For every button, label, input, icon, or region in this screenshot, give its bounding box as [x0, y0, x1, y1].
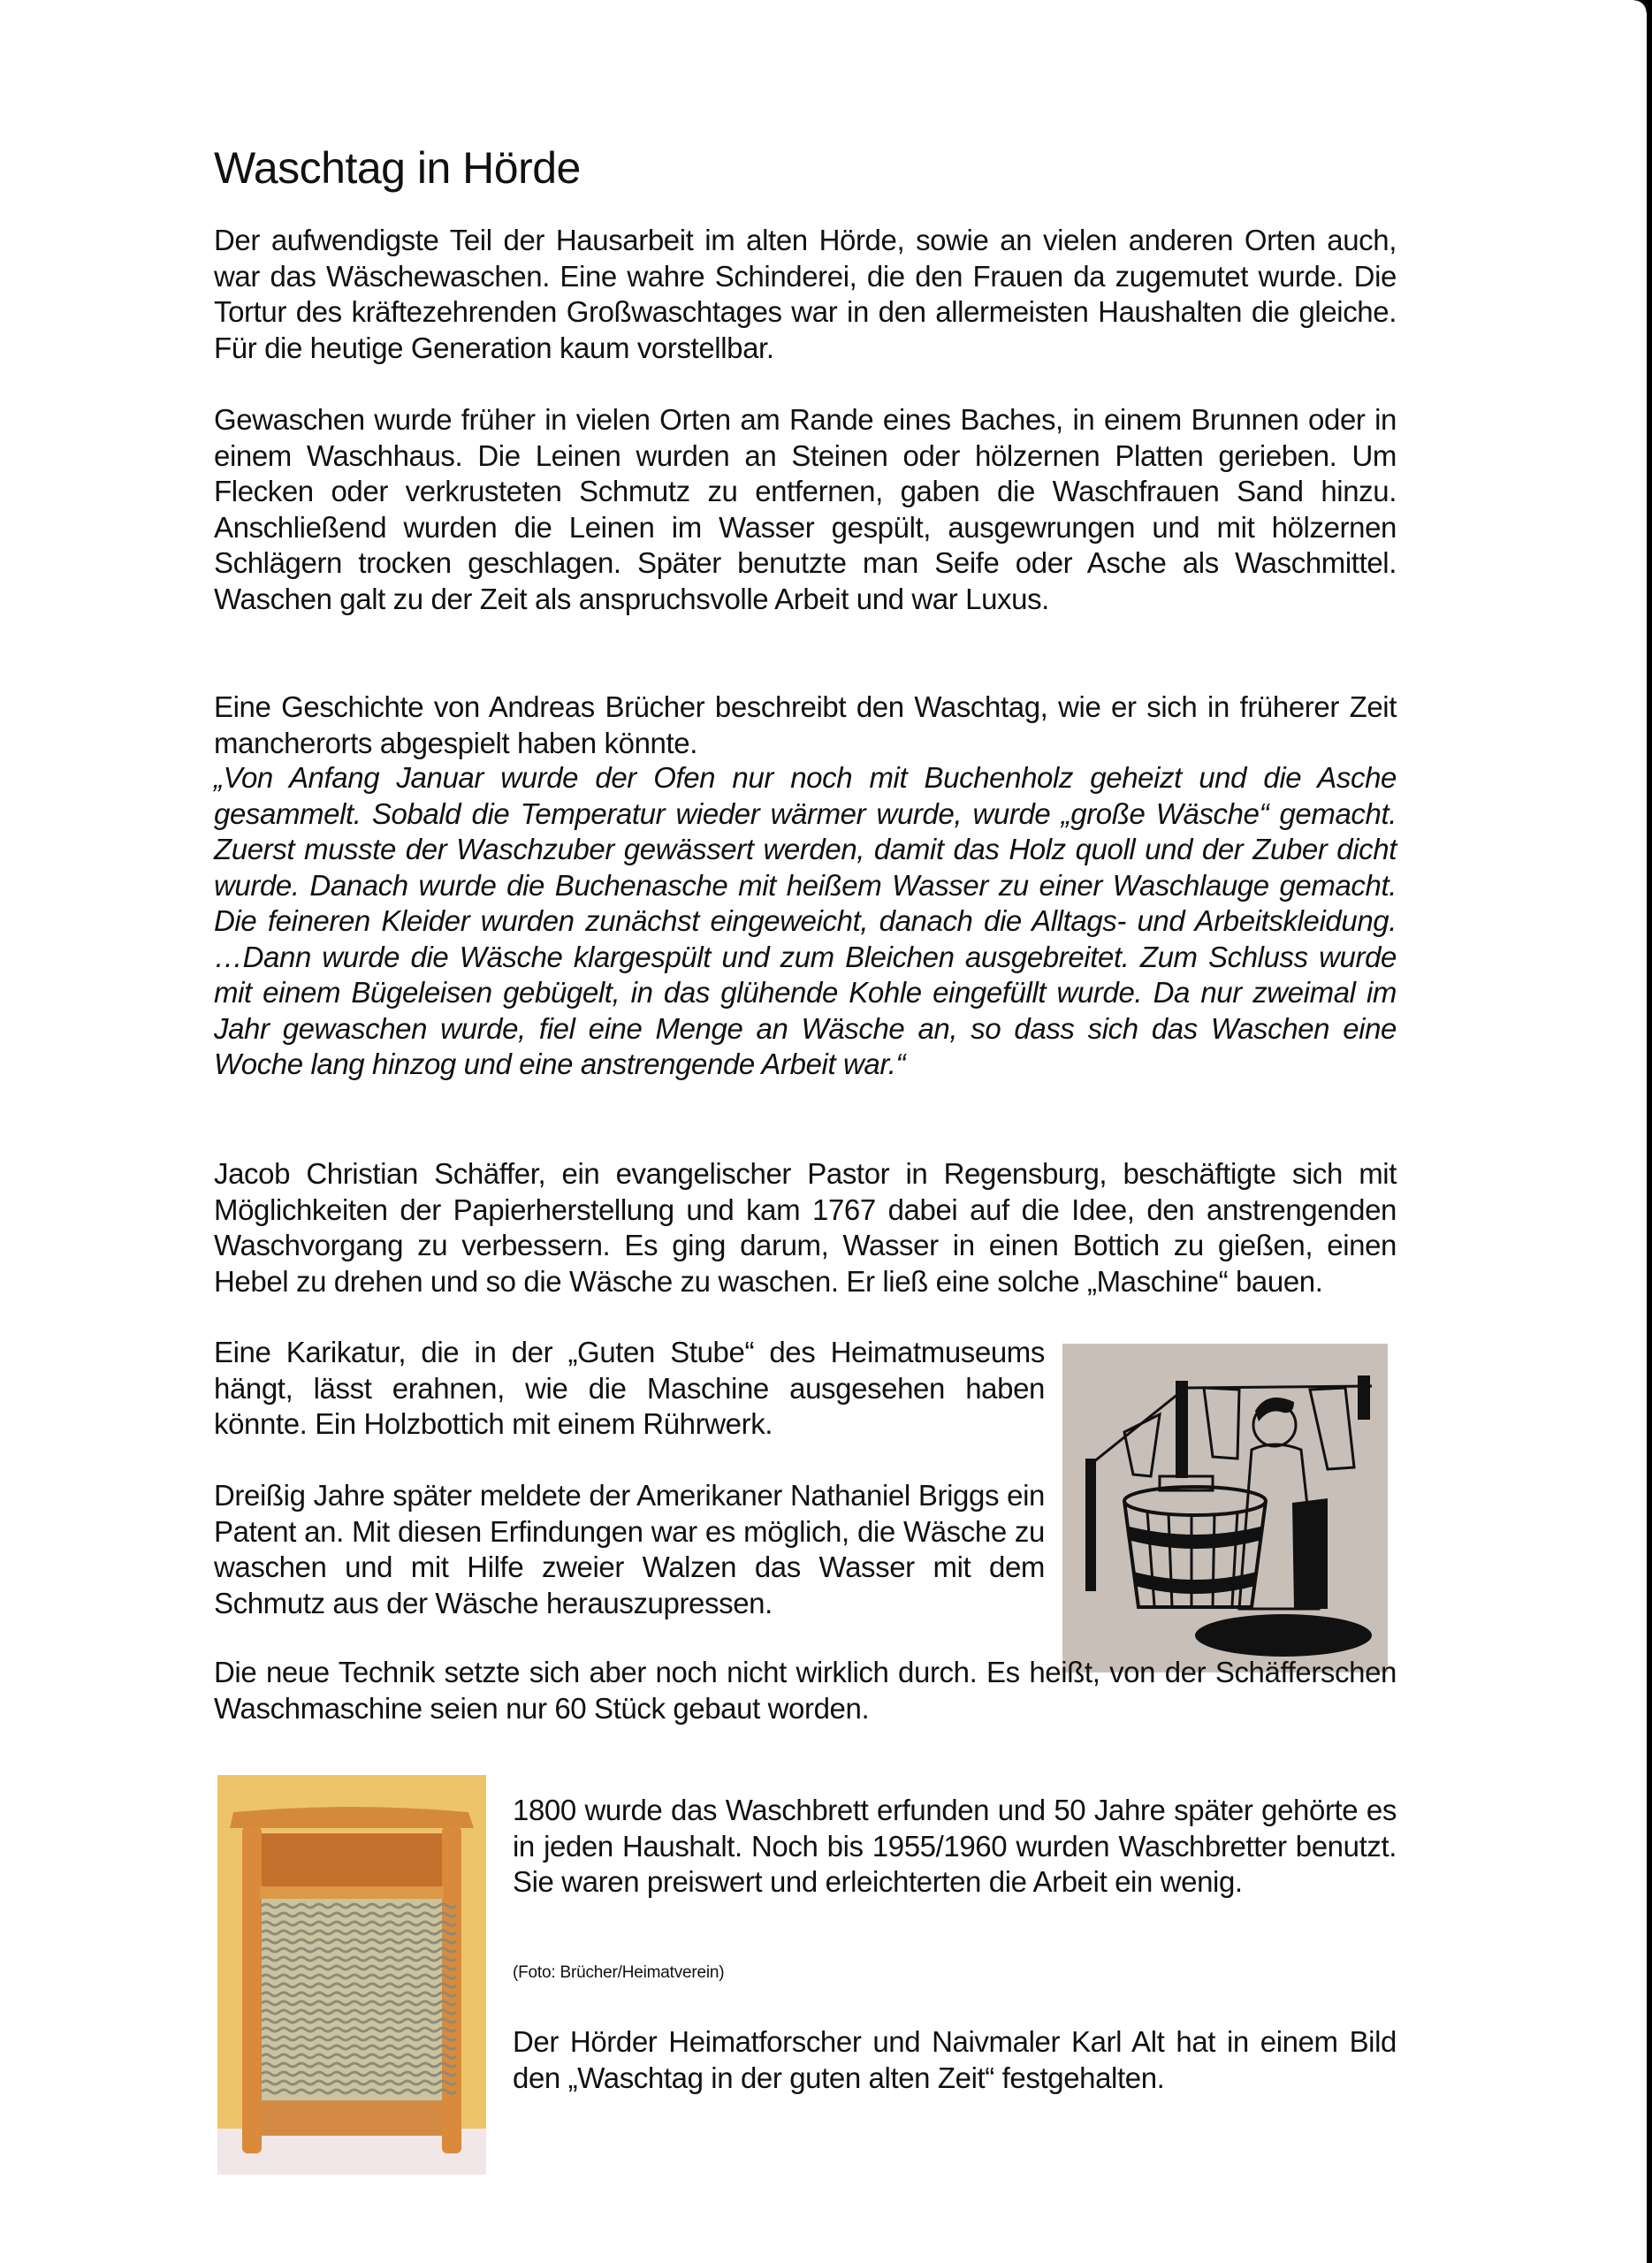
paragraph-technik: Die neue Technik setzte sich aber noch nicht wirklich durch. Es heißt, von der Schäfferschen Waschmaschine seien nur 60 Stück gebaut worden.: [214, 1656, 1397, 1725]
scan-corner: [1634, 0, 1647, 12]
laundry-icon: [1124, 1414, 1160, 1476]
caricature-image: [1062, 1344, 1388, 1672]
paragraph-story-intro: Eine Geschichte von Andreas Brücher beschreibt den Waschtag, wie er sich in früherer Zeit mancherorts abgespielt haben könnte.: [214, 690, 1397, 759]
caricature-drawing: [1062, 1344, 1388, 1672]
paragraph-intro: Der aufwendigste Teil der Hausarbeit im alten Hörde, sowie an vielen anderen Orten auch, war das Wäschewaschen. Eine wahre Schinderei, die den Frauen da zugemutet wurde. Die Tortur des kräftezehrenden Großwaschtages war in den allermeisten Haushalten die gleiche. Für die heutige Generation kaum vorstellbar.: [214, 224, 1397, 364]
photo-credit: (Foto: Brücher/Heimatverein): [513, 1963, 725, 1982]
paragraph-history: Gewaschen wurde früher in vielen Orten am Rande eines Baches, in einem Brunnen oder in einem Waschhaus. Die Leinen wurden an Steinen oder hölzernen Platten gerieben. Um Flecken oder verkrusteten Schmutz zu entfernen, gaben die Waschfrauen Sand hinzu. Anschließend wurden die Leinen im Wasser gespült, ausgewrungen und mit hölzernen Schlägern trocken geschlagen. Später benutzte man Seife oder Asche als Waschmittel. Waschen galt zu der Zeit als anspruchsvolle Arbeit und war Luxus.: [214, 403, 1397, 615]
paragraph-karl-alt: Der Hörder Heimatforscher und Naivmaler Karl Alt hat in einem Bild den „Waschtag in der guten alten Zeit“ festgehalten.: [513, 2025, 1397, 2094]
washboard-metal-icon: [262, 1899, 442, 2100]
paragraph-karikatur: Eine Karikatur, die in der „Guten Stube“ des Heimatmuseums hängt, lässt erahnen, wie die Maschine ausgesehen haben könnte. Ein Holzbottich mit einem Rührwerk.: [214, 1336, 1045, 1440]
page-title: Waschtag in Hörde: [214, 143, 581, 193]
shadow-icon: [1195, 1614, 1372, 1657]
clothesline-post-icon: [1085, 1459, 1096, 1591]
laundry-icon: [1310, 1388, 1354, 1469]
paragraph-waschbrett: 1800 wurde das Waschbrett erfunden und 50 Jahre später gehörte es in jeden Haushalt. Noch bis 1955/1960 wurden Waschbretter benutzt. Sie waren preiswert und erleichterten die Arbeit ein wenig.: [513, 1794, 1397, 1898]
washboard-top-icon: [230, 1807, 474, 1828]
paragraph-briggs: Dreißig Jahre später meldete der Amerikaner Nathaniel Briggs ein Patent an. Mit diesen Erfindungen war es möglich, die Wäsche zu waschen und mit Hilfe zweier Walzen das Wasser mit dem Schmutz aus der Wäsche herauszupressen.: [214, 1479, 1045, 1619]
paragraph-schaeffer: Jacob Christian Schäffer, ein evangelischer Pastor in Regensburg, beschäftigte sich mit Möglichkeiten der Papierherstellung und kam 1767 dabei auf die Idee, den anstrengenden Waschvorgang zu verbessern. Es ging darum, Wasser in einen Bottich zu gießen, einen Hebel zu drehen und so die Wäsche zu waschen. Er ließ eine solche „Maschine“ bauen.: [214, 1157, 1397, 1298]
laundry-icon: [1204, 1388, 1239, 1459]
washboard-photo: [217, 1775, 486, 2175]
document-page: [214, 141, 1397, 2094]
scan-edge: [1647, 0, 1652, 2263]
washboard-drawing: [217, 1775, 486, 2175]
paragraph-story-quote: „Von Anfang Januar wurde der Ofen nur noch mit Buchenholz geheizt und die Asche gesammelt. Sobald die Temperatur wieder wärmer wurde, wurde „große Wäsche“ gemacht. Zuerst musste der Waschzuber gewässert werden, damit das Holz quoll und der Zuber dicht wurde. Danach wurde die Buchenasche mit heißem Wasser zu einer Waschlauge gemacht. Die feineren Kleider wurden zunächst eingeweicht, danach die Alltags- und Arbeitskleidung. …Dann wurde die Wäsche klargespült und zum Bleichen ausgebreitet. Zum Schluss wurde mit einem Bügeleisen gebügelt, in das glühende Kohle eingefüllt wurde. Da nur zweimal im Jahr gewaschen wurde, fiel eine Menge an Wäsche an, so dass sich das Waschen eine Woche lang hinzog und eine anstrengende Arbeit war.“: [214, 761, 1397, 1080]
